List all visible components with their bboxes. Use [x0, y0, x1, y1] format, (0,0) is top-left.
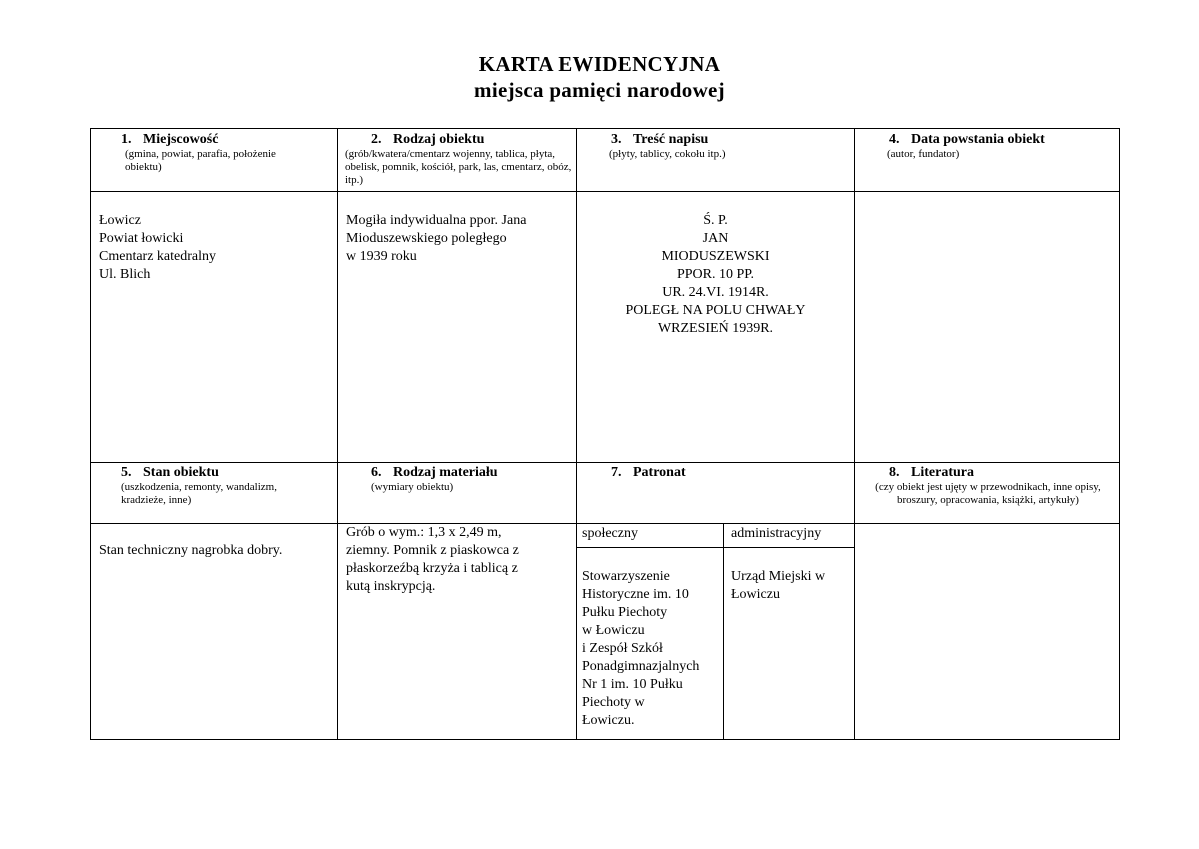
header-literatura: 8. Literatura (czy obiekt jest ujęty w przewodnikach, inne opisy, broszury, opracowania, książki, artykuły) [875, 465, 1101, 506]
page-title: KARTA EWIDENCYJNA [478, 52, 721, 76]
row-divider [91, 191, 1119, 192]
header-stan-obiektu: 5. Stan obiektu (uszkodzenia, remonty, wandalizm, kradzieże, inne) [121, 465, 277, 506]
patronat-spoleczny-label: społeczny [582, 526, 638, 541]
header-miejscowosc: 1. Miejscowość (gmina, powiat, parafia, położenie obiektu) [121, 132, 276, 173]
row-divider [91, 462, 1119, 463]
patronat-divider [723, 523, 724, 739]
header-rodzaj-materialu: 6. Rodzaj materiału (wymiary obiektu) [371, 465, 498, 493]
value-rodzaj-materialu: Grób o wym.: 1,3 x 2,49 m, ziemny. Pomnik z piaskowca z płaskorzeźbą krzyża i tablicą z kutą inskrypcją. [346, 525, 519, 594]
value-patronat-administracyjny: Urząd Miejski w Łowiczu [731, 569, 826, 602]
page-subtitle: miejsca pamięci narodowej [474, 78, 725, 102]
column-divider [337, 129, 338, 739]
header-tresc-napisu: 3. Treść napisu (płyty, tablicy, cokołu itp.) [609, 132, 726, 160]
record-table [90, 128, 1120, 740]
value-tresc-napisu: Ś. P. JAN MIODUSZEWSKI PPOR. 10 PP. UR. 24.VI. 1914R. POLEGŁ NA POLU CHWAŁY WRZESIEŃ 1939R. [625, 213, 806, 336]
row-divider [91, 523, 1119, 524]
value-rodzaj-obiektu: Mogiła indywidualna ppor. Jana Mioduszewskiego poległego w 1939 roku [346, 213, 527, 264]
value-patronat-spoleczny: Stowarzyszenie Historyczne im. 10 Pułku Piechoty w Łowiczu i Zespół Szkół Ponadgimnazjalnych Nr 1 im. 10 Pułku Piechoty w Łowiczu. [582, 569, 700, 728]
header-patronat: 7. Patronat [611, 465, 686, 480]
column-divider [854, 129, 855, 739]
value-stan-obiektu: Stan techniczny nagrobka dobry. [99, 543, 283, 558]
header-data-powstania: 4. Data powstania obiekt (autor, fundator) [887, 132, 1045, 160]
patronat-subheader-divider [576, 547, 854, 548]
patronat-administracyjny-label: administracyjny [731, 526, 822, 541]
header-rodzaj-obiektu: 2. Rodzaj obiektu (grób/kwatera/cmentarz wojenny, tablica, płyta, obelisk, pomnik, kościół, park, las, cmentarz, obóz, itp.) [345, 132, 572, 186]
value-miejscowosc: Łowicz Powiat łowicki Cmentarz katedralny Ul. Blich [99, 213, 217, 282]
